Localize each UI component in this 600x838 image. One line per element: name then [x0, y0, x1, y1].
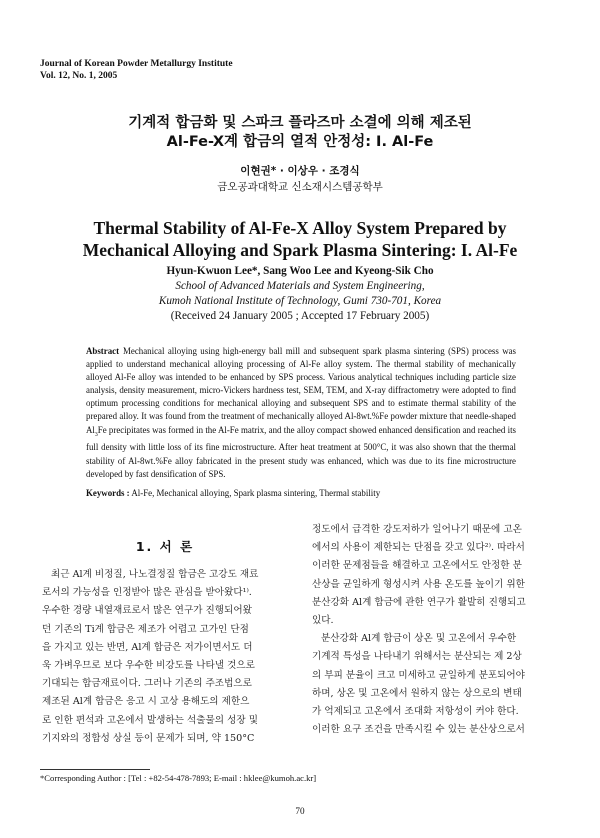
korean-title-line-2: Al-Fe-X계 합금의 열적 안정성: I. Al-Fe: [166, 134, 434, 150]
body-line: 이러한 문제점들을 해결하고 고온에서도 안정한 분: [312, 560, 522, 572]
body-line: 욱 가벼우므로 보다 우수한 비강도를 나타낼 것으로: [42, 660, 255, 672]
keywords: [86, 487, 526, 499]
body-line: 정도에서 급격한 강도저하가 일어나기 때문에 고온: [312, 524, 522, 535]
abstract: [86, 345, 516, 481]
journal-header: [40, 58, 233, 82]
body-line: 의 부피 분율이 크고 미세하고 균일하게 분포되어야: [312, 669, 525, 681]
korean-authors: [0, 163, 600, 195]
body-line: 에서의 사용이 제한되는 단점을 갖고 있다²⁾. 따라서: [312, 542, 525, 554]
page-number: 70: [295, 806, 305, 816]
body-line: 로 인한 편석과 고온에서 발생하는 석출물의 성장 및: [42, 714, 258, 726]
section-heading: 1. 서 론: [135, 539, 195, 554]
body-line: 분산강화 Al계 합금에 관한 연구가 활발히 진행되고: [312, 596, 526, 608]
body-line: 기계적 특성을 나타내기 위해서는 분산되는 제 2상: [312, 651, 522, 663]
english-title-line-2: Mechanical Alloying and Spark Plasma Sintering: I. Al-Fe: [82, 240, 518, 260]
keywords-text: Al-Fe, Mechanical alloying, Spark plasma sintering, Thermal stability: [131, 488, 381, 498]
journal-volume: Vol. 12, No. 1, 2005: [40, 71, 118, 81]
korean-title-line-1: 기계적 합금화 및 스파크 플라즈마 소결에 의해 제조된: [128, 115, 472, 131]
body-line: 있다.: [312, 615, 334, 627]
english-author-names: Hyun-Kwuon Lee*, Sang Woo Lee and Kyeong-Sik Cho: [166, 265, 434, 277]
body-line: 을 가지고 있는 반면, Al계 합금은 저가이면서도 더: [42, 641, 253, 653]
corresponding-author-footnote: *Corresponding Author : [Tel : +82-54-478-7893; E-mail : hklee@kumoh.ac.kr]: [40, 773, 317, 783]
body-line: 가 억제되고 고온에서 조대화 저항성이 커야 한다.: [312, 706, 519, 718]
body-line: 제조된 Al계 합금은 응고 시 고상 용해도의 제한으: [42, 696, 250, 708]
body-line: 기대되는 합금재료이다. 그러나 기존의 주조법으로: [42, 678, 252, 690]
korean-author-names: 이현권* · 이상우 · 조경식: [240, 165, 360, 177]
body-line: 로서의 가능성을 인정받아 많은 관심을 받아왔다¹⁾.: [42, 587, 252, 599]
body-line: 산상을 균일하게 형성시켜 사용 온도를 높이기 위한: [312, 578, 525, 590]
body-line: 최근 Al계 비정질, 나노결정질 합금은 고강도 재료: [51, 569, 259, 580]
right-column: [312, 521, 564, 739]
body-line: 분산강화 Al계 합금이 상온 및 고온에서 우수한: [321, 633, 517, 645]
abstract-text-part-1: Mechanical alloying using high-energy ball mill and subsequent spark plasma sintering (SPS) process was applied to understand mechanical alloying processing of Al-Fe alloy system. The thermal stability of mechanically alloyed Al-Fe alloy was intended to be enhanced by SPS process. Various analytical techniques including particle size analysis, density measurement, micro-Vickers hardness test, SEM, TEM, and X-ray diffractometry were adopted to find optimum processing conditions for mechanical alloying and subsequent SPS and to estimate thermal stability of the prepared alloy. It was found from the treatment of mechanically alloyed Al-8wt.%Fe powder mixture that needle-shaped Al: [86, 346, 516, 435]
journal-name: Journal of Korean Powder Metallurgy Institute: [40, 59, 233, 69]
english-title: [0, 217, 600, 261]
body-line: 하며, 상온 및 고온에서 원하지 않는 상으로의 변태: [312, 687, 522, 699]
body-line: 기지와의 정합성 상실 등이 문제가 되며, 약 150°C: [42, 732, 255, 744]
received-dates: (Received 24 January 2005 ; Accepted 17 February 2005): [170, 310, 430, 322]
english-title-line-1: Thermal Stability of Al-Fe-X Alloy System Prepared by: [93, 218, 507, 238]
body-line: 이러한 요구 조건을 만족시킬 수 있는 분산상으로서: [312, 724, 525, 736]
body-line: 던 기존의 Ti계 합금은 제조가 어렵고 고가인 단점: [42, 623, 249, 635]
abstract-text-part-2: Fe precipitates was formed in the Al-Fe matrix, and the alloy compact showed enhanced densification and reached its full density with little loss of its fine microstructure. After heat treatment at 500°C, it was also shown that the thermal stability of Al-8wt.%Fe alloy fabricated in the present study was enhanced, which was due to its fine microstructure developed by fast densification of SPS.: [86, 424, 516, 479]
english-authors: [0, 264, 600, 324]
abstract-label: Abstract: [86, 346, 120, 356]
korean-affiliation: 금오공과대학교 신소재시스템공학부: [217, 181, 383, 193]
keywords-label: Keywords :: [86, 488, 130, 498]
affiliation-line-1: School of Advanced Materials and System Engineering,: [175, 280, 425, 292]
affiliation-line-2: Kumoh National Institute of Technology, Gumi 730-701, Korea: [158, 295, 442, 307]
abstract-subscript: 3: [94, 431, 98, 438]
body-line: 우수한 경량 내열재료로서 많은 연구가 진행되어왔: [42, 605, 252, 617]
footnote-divider: [40, 769, 150, 770]
korean-title: [0, 114, 600, 152]
left-column: [42, 566, 292, 748]
